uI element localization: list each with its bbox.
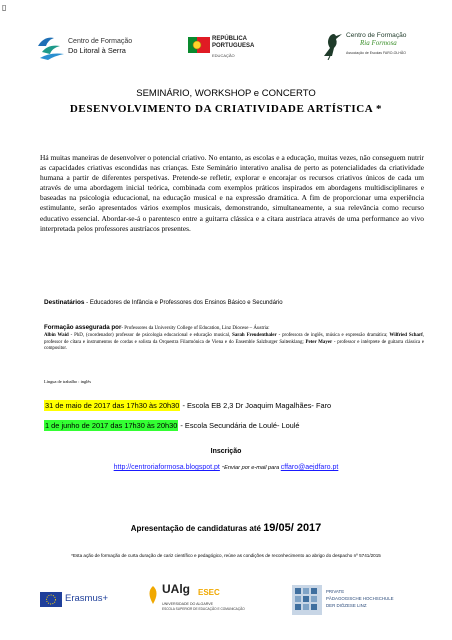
trainer-name-1: Albin Waid [44,333,69,338]
session-1-time: 17h30 às 20h30 [126,401,180,410]
ualg-emblem-icon [146,586,160,604]
logo-mid-line1: REPÚBLICA [212,36,248,42]
destinatarios-text: - Educadores de Infância e Professores dos Ensinos Básico e Secundário [84,300,283,306]
seminar-subtitle: SEMINÁRIO, WORKSHOP e CONCERTO [136,88,316,99]
session-1-date: 31 de maio de 2017 [45,401,111,410]
ualg-label: UAlg [162,582,190,596]
trainer-desc-1: - PhD, (coordenador) professor de psicologia educacional e educação musical, [68,333,233,338]
corner-mark: ▯ [2,3,7,12]
formacao-trainers [44,333,424,353]
formacao-intro: - Professores da University College of Education, Linz Diocese – Áustria: [121,326,270,331]
trainer-name-2: Sarah Freudenthaler [232,333,277,338]
linz-line1: PRIVATE [326,589,345,594]
session-2-date: 1 de junho de 2017 [45,421,109,430]
linz-line3: DER DIÖZESE LINZ [326,603,367,608]
deadline-label: Apresentação de candidaturas até [130,524,264,533]
formacao-label: Formação assegurada por [44,324,122,331]
ualg-sub1: UNIVERSIDADE DO ALGARVE [162,602,214,606]
email-prompt: Enviar por e-mail para [224,465,281,471]
email-link[interactable]: cffaro@aejdfaro.pt [280,464,339,471]
session-1-highlight [44,400,180,411]
erasmus-label: Erasmus+ [65,593,109,604]
destinatarios-line [44,299,424,307]
session-2 [44,420,300,431]
logo-left-line1: Centro de Formação [68,38,133,45]
inscricao-links [0,464,452,471]
logo-right-line1: Centro de Formação [346,32,407,39]
blog-link[interactable]: http://centroriaformosa.blogspot.pt [113,464,220,471]
session-2-highlight [44,420,178,431]
trainer-name-4: Peter Mayer [305,339,333,345]
logo-mid-line2: PORTUGUESA [212,43,255,49]
litoral-serra-emblem-icon [36,32,66,62]
footer-logos [40,582,440,618]
logo-erasmus [40,588,120,614]
logo-republica-portuguesa [186,22,286,72]
logo-centro-litoral-serra [30,22,160,72]
session-1 [44,400,331,411]
portugal-flag-icon [188,34,210,56]
trainer-desc-2: - professora de inglês, música e expressão dramática; [276,333,390,338]
session-2-mid: das [108,421,125,430]
logo-centro-ria-formosa [320,22,430,72]
trainer-desc-4: - professor e intérprete de guitarra clássica e compositor. [44,339,424,351]
logo-ph-linz [292,582,432,618]
eu-flag-icon [40,592,62,607]
session-1-place: - Escola EB 2,3 Dr Joaquim Magalhães- Faro [180,401,332,410]
formacao-block [44,324,424,353]
session-1-mid: das [110,401,127,410]
trainer-name-3: Wilfried Scharf [389,333,423,338]
session-2-time: 17h30 às 20h30 [124,421,178,430]
logo-ualg-esec [146,582,266,618]
linz-line2: PÄDAGOGISCHE HOCHSCHULE [326,596,394,601]
logo-left-line2: Do Litoral à Serra [68,46,126,55]
ph-linz-emblem-icon [292,585,322,615]
language-line: Língua de trabalho : inglês [44,379,92,384]
logo-right-line3: Associação de Escolas FARO-OLHÃO [346,51,406,55]
formacao-heading [44,324,424,333]
main-title: DESENVOLVIMENTO DA CRIATIVIDADE ARTÍSTICA * [69,103,383,115]
heron-bird-icon [320,30,346,60]
deadline-line [0,522,452,534]
logo-right-line2: Ria Formosa [360,39,397,47]
body-paragraph: Há muitas maneiras de desenvolver o potencial criativo. No entanto, as escolas e a educação, muitas vezes, não conseguem nutrir as capacidades criativas escondidas nas crianças. Este Seminário interativo analisa de perto as potencialidades da criatividade humana a partir de diferentes perspetivas. Pretende-se refletir, explorar e encorajar os recursos criativos únicos de cada um através de uma abordagem inicial teórica, combinada com exemplos práticos inspirados em abordagens multidisciplinares e baseadas na psicologia educacional, na educação musical e na expressão dramática. A fim de proporcionar uma experiência estimulante, serão apresentados vários exemplos musicais, demonstrando, simultaneamente, a sua relevância como recurso educativo essencial. Abordar-se-á o parentesco entre a guitarra clássica e a cítara austríaca através de uma performance ao vivo interpretada pelos professores austríacos presentes. [40,153,424,233]
trainer-desc-3: , professor de cítara e instrumentos de cordas e solista da Orquestra Filarmónica de Viena e do Ensemble Salzburger Saitenklang; [44,333,425,345]
deadline-date: 19/05/ 2017 [263,522,322,534]
ualg-sub2: ESCOLA SUPERIOR DE EDUCAÇÃO E COMUNICAÇÃO [162,607,245,611]
footnote: *Esta ação de formação de curta duração de cariz científico e pedagógico, reúne as condições de reconhecimento ao abrigo do despacho nº 5741/2015 [71,553,381,558]
link-separator: - [219,464,225,471]
header-logos [30,22,430,77]
inscricao-heading: Inscrição [210,448,242,455]
destinatarios-label: Destinatários [44,299,85,306]
session-2-place: - Escola Secundária de Loulé- Loulé [178,421,300,430]
logo-mid-line3: EDUCAÇÃO [212,53,235,58]
esec-label: ESEC [198,588,220,597]
